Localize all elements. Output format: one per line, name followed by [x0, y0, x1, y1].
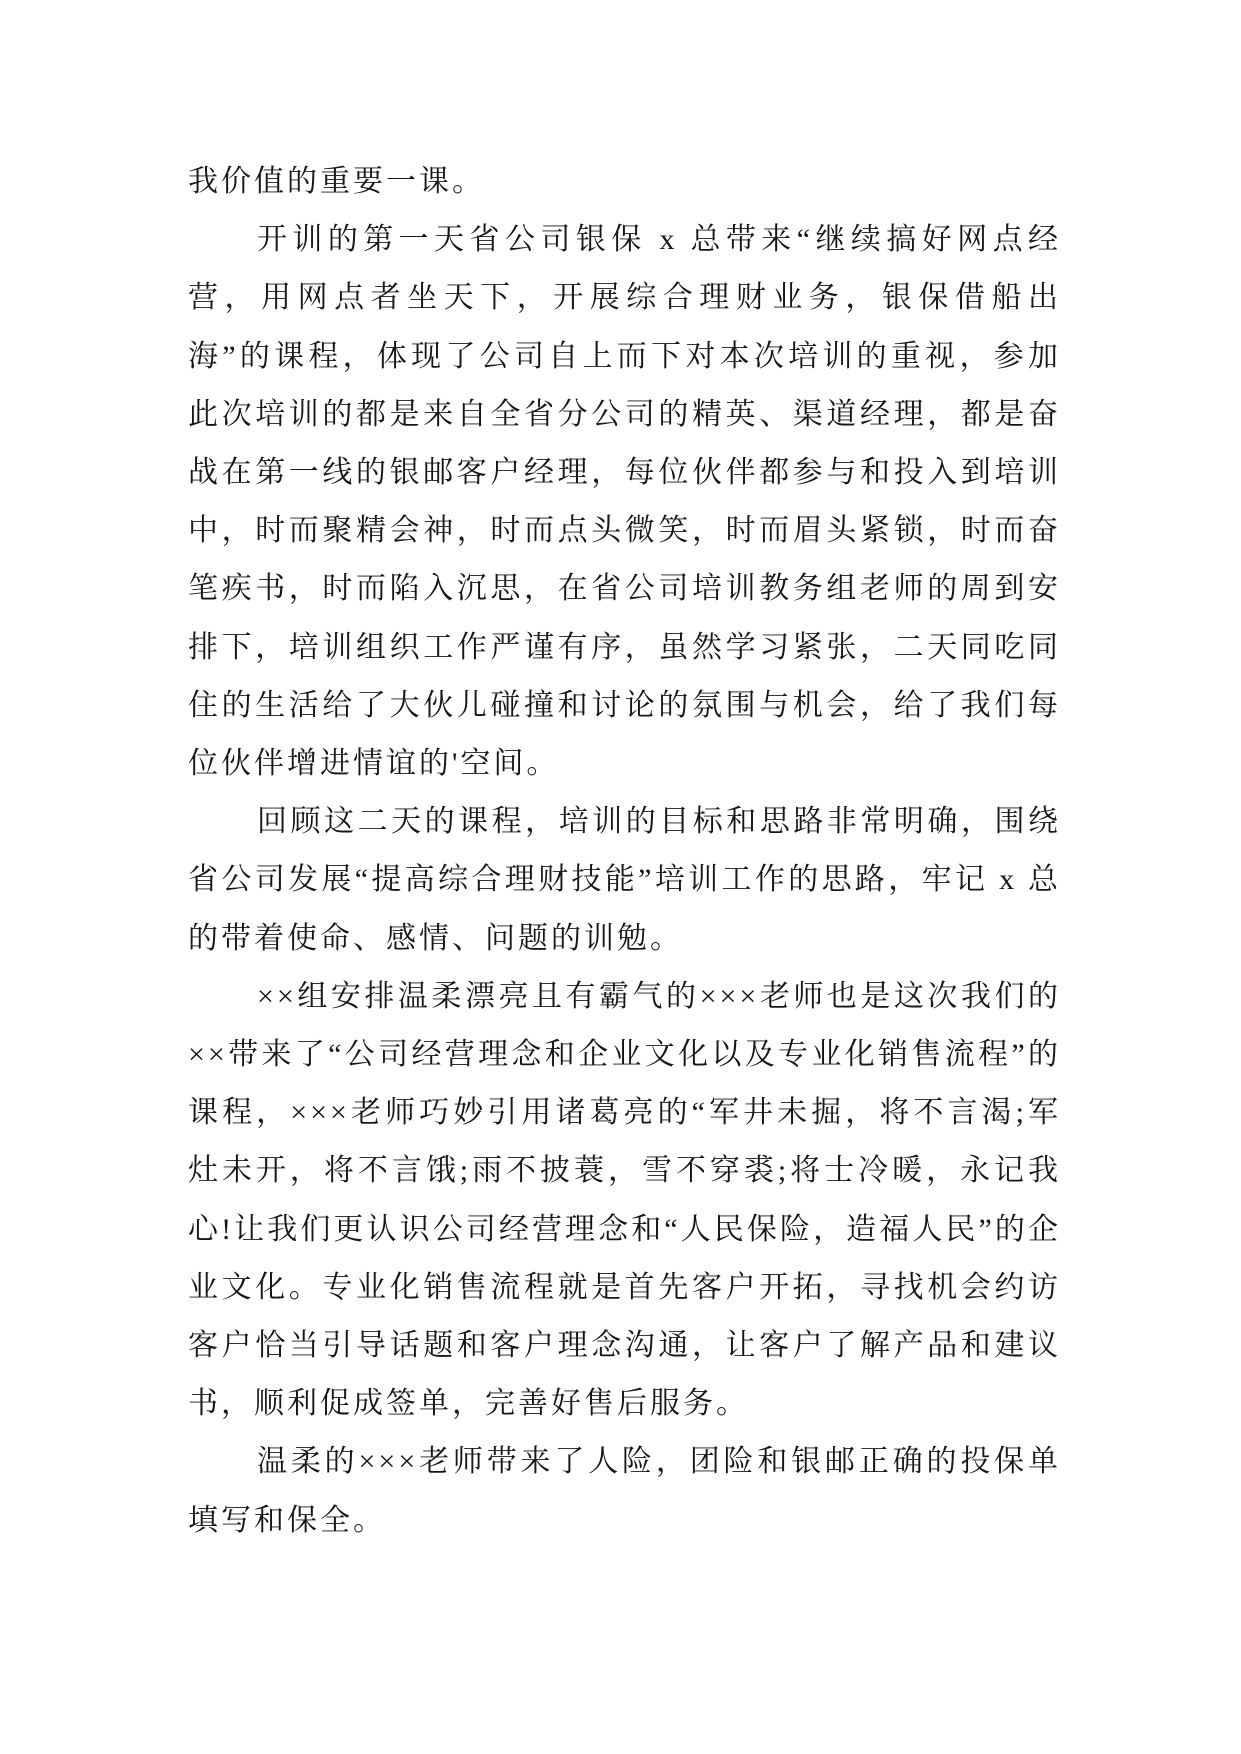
paragraph-4: ××组安排温柔漂亮且有霸气的×××老师也是这次我们的××带来了“公司经营理念和企业文化以及专业化销售流程”的课程，×××老师巧妙引用诸葛亮的“军井未掘，将不言渴;军灶未开，将不言饿;雨不披蓑，雪不穿裘;将士冷暖，永记我心!让我们更认识公司经营理念和“人民保险，造福人民”的企业文化。专业化销售流程就是首先客户开拓，寻找机会约访客户恰当引导话题和客户理念沟通，让客户了解产品和建议书，顺利促成签单，完善好售后服务。	[188, 979, 1061, 1421]
paragraph-2: 开训的第一天省公司银保 x 总带来“继续搞好网点经营，用网点者坐天下，开展综合理财业务，银保借船出海”的课程，体现了公司自上而下对本次培训的重视，参加此次培训的都是来自全省分公司的精英、渠道经理，都是奋战在第一线的银邮客户经理，每位伙伴都参与和投入到培训中，时而聚精会神，时而点头微笑，时而眉头紧锁，时而奋笔疾书，时而陷入沉思，在省公司培训教务组老师的周到安排下，培训组织工作严谨有序，虽然学习紧张，二天同吃同住的生活给了大伙儿碰撞和讨论的氛围与机会，给了我们每位伙伴增进情谊的'空间。	[188, 223, 1061, 781]
paragraph-3: 回顾这二天的课程，培训的目标和思路非常明确，围绕省公司发展“提高综合理财技能”培训工作的思路，牢记 x 总的带着使命、感情、问题的训勉。	[188, 805, 1061, 955]
paragraph-1: 我价值的重要一课。	[188, 165, 485, 198]
document-text-block	[188, 153, 1061, 1550]
paragraph-5: 温柔的×××老师带来了人险，团险和银邮正确的投保单填写和保全。	[188, 1445, 1061, 1537]
